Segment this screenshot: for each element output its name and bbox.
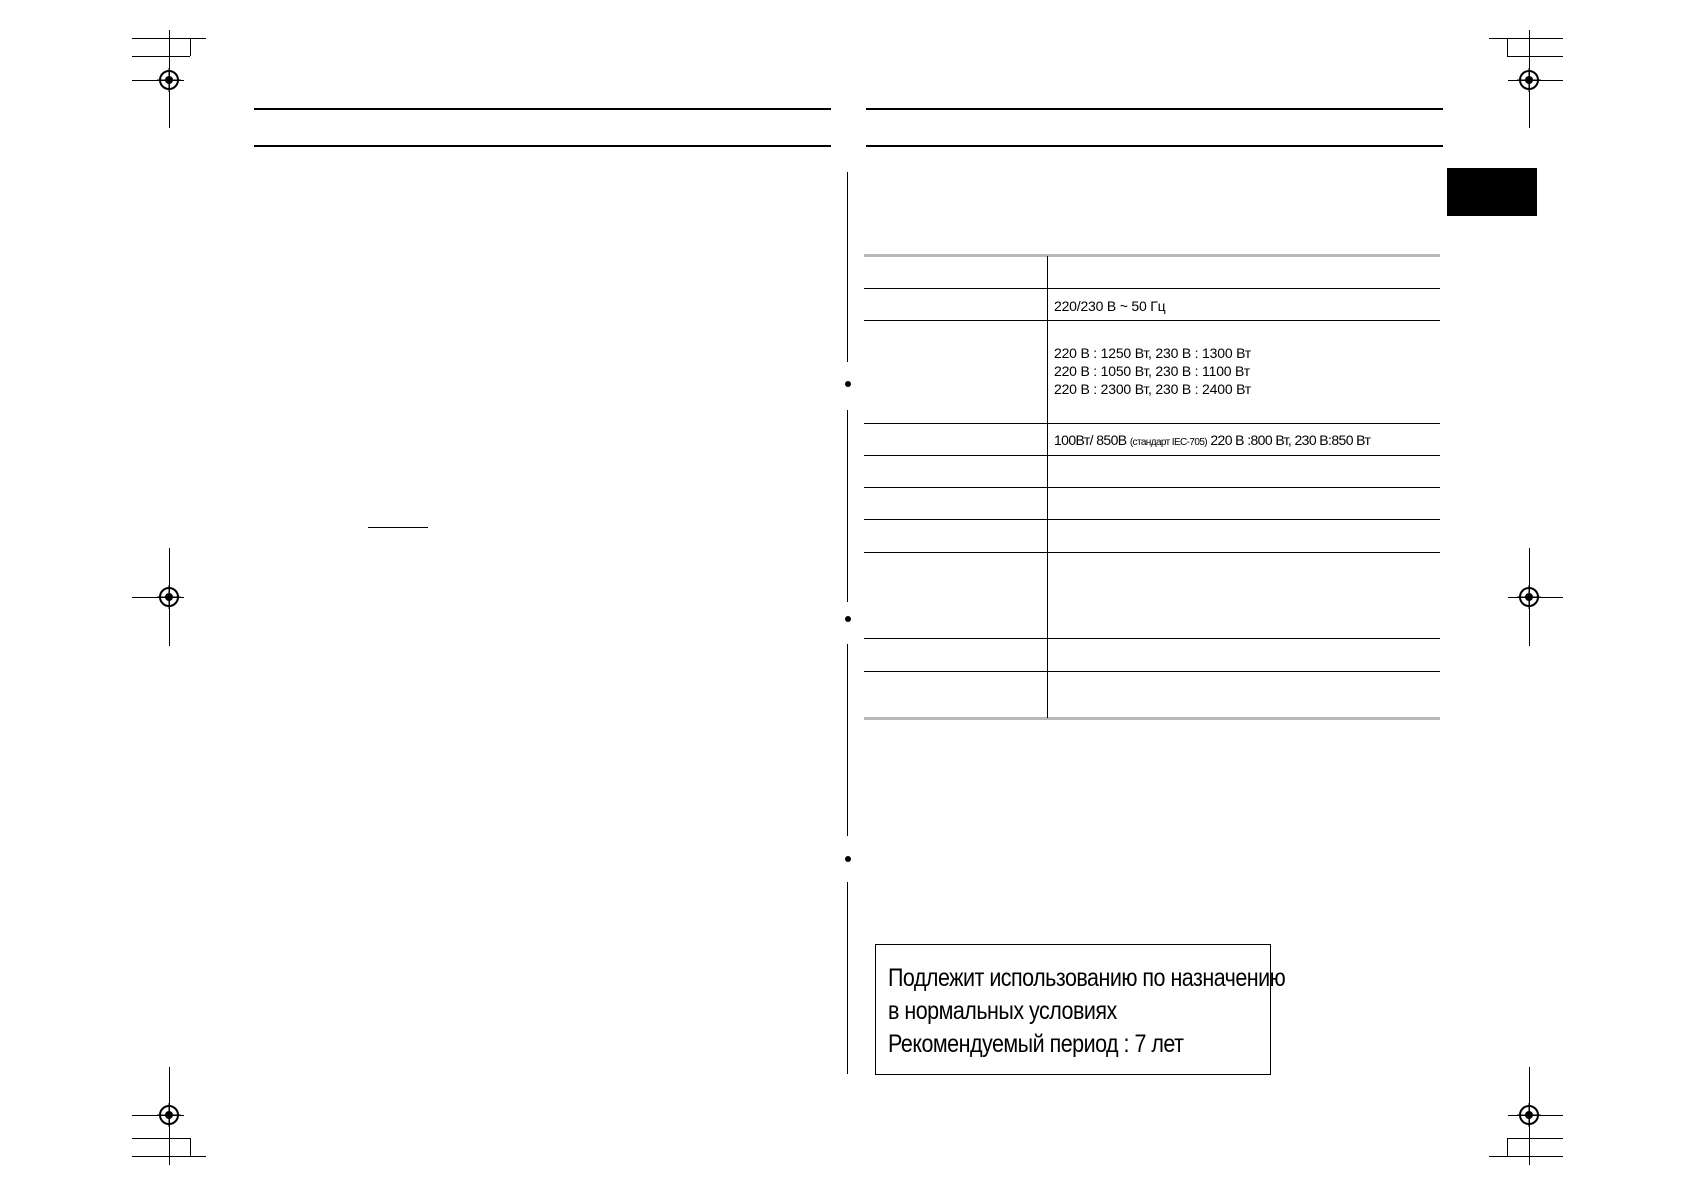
power-consumption-value-2: 220 В : 1050 Вт, 230 В : 1100 Вт — [1054, 363, 1250, 379]
registration-mark-icon — [1517, 1103, 1541, 1127]
output-power-standard: (стандарт IEC-705) — [1129, 437, 1208, 448]
gutter-bullet — [845, 856, 851, 862]
registration-mark-icon — [1517, 68, 1541, 92]
left-page-underline — [368, 527, 428, 528]
usage-notice-box — [875, 944, 1286, 1075]
gutter-bullet — [845, 381, 851, 387]
output-power-main: 100Вт/ 850В — [1054, 432, 1127, 448]
section-tab — [1447, 168, 1537, 216]
power-supply-value: 220/230 В ~ 50 Гц — [1054, 298, 1166, 314]
output-power-value — [1054, 431, 1370, 452]
registration-mark-icon — [1517, 585, 1541, 609]
power-consumption-value-1: 220 В : 1250 Вт, 230 В : 1300 Вт — [1054, 345, 1251, 361]
specifications-table — [864, 254, 1440, 720]
gutter-bullet — [845, 616, 851, 622]
notice-line-1: Подлежит использованию по назначению — [888, 964, 1286, 992]
power-consumption-value-3: 220 В : 2300 Вт, 230 В : 2400 Вт — [1054, 381, 1251, 397]
table-column-divider — [1047, 256, 1048, 718]
registration-mark-icon — [157, 1103, 181, 1127]
notice-line-2: в нормальных условиях — [888, 997, 1117, 1025]
notice-line-3: Рекомендуемый период : 7 лет — [888, 1030, 1184, 1058]
registration-mark-icon — [157, 585, 181, 609]
output-power-tail: 220 В :800 Вт, 230 В:850 Вт — [1210, 432, 1371, 448]
registration-mark-icon — [157, 68, 181, 92]
